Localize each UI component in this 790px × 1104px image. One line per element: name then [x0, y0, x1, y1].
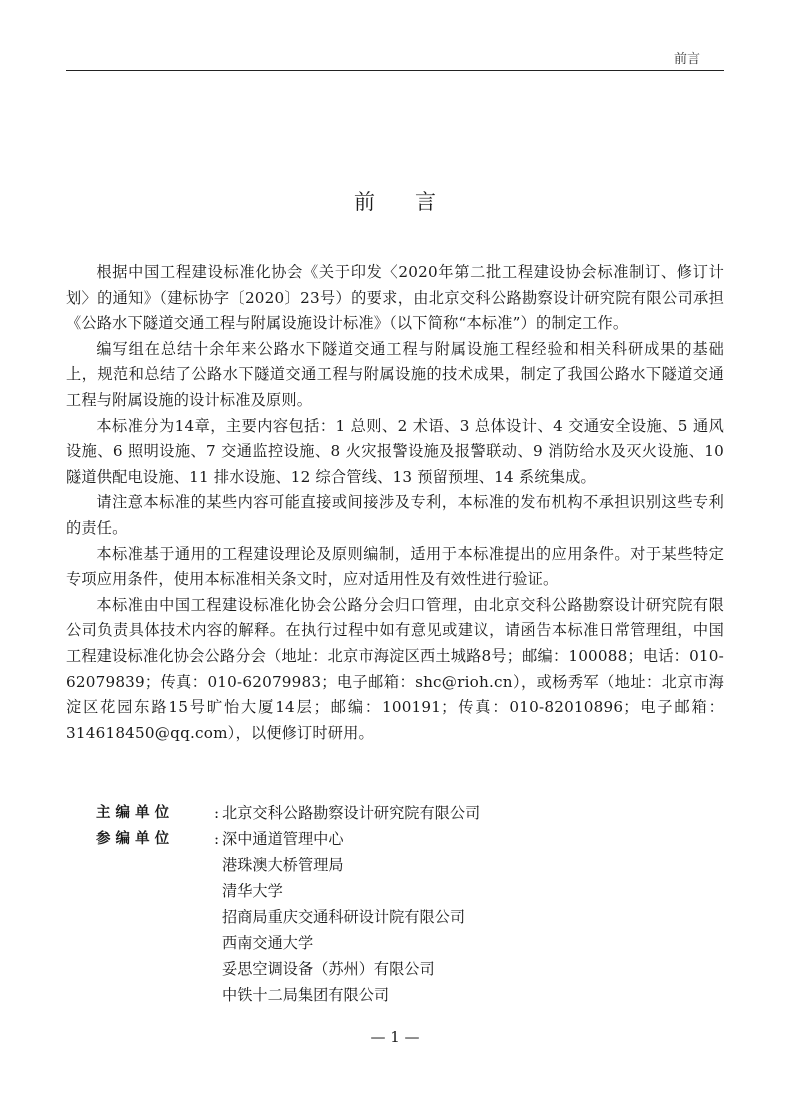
- drafting-units: [96, 800, 696, 1008]
- paragraph: 本标准基于通用的工程建设理论及原则编制，适用于本标准提出的应用条件。对于某些特定专项应用条件，使用本标准相关条文时，应对适用性及有效性进行验证。: [66, 544, 724, 589]
- chief-unit-name: 北京交科公路勘察设计研究院有限公司: [222, 804, 481, 822]
- participating-unit-name: 港珠澳大桥管理局: [222, 856, 344, 874]
- paragraph: 编写组在总结十余年来公路水下隧道交通工程与附属设施工程经验和相关科研成果的基础上，规范和总结了公路水下隧道交通工程与附属设施的技术成果，制定了我国公路水下隧道交通工程与附属设施的设计标准及原则。: [66, 339, 724, 409]
- participating-unit-name: 西南交通大学: [222, 934, 314, 952]
- page-title: 前言: [354, 190, 476, 214]
- page-number: — 1 —: [370, 1028, 420, 1046]
- paragraph: 本标准分为14章，主要内容包括：1 总则、2 术语、3 总体设计、4 交通安全设施、5 通风设施、6 照明设施、7 交通监控设施、8 火灾报警设施及报警联动、9 消防给水及灭火设施、10 隧道供配电设施、11 排水设施、12 综合管线、13 预留预埋、14 系统集成。: [66, 416, 724, 486]
- participating-unit-list: [222, 852, 696, 1008]
- paragraph: 根据中国工程建设标准化协会《关于印发〈2020年第二批工程建设协会标准制订、修订计划〉的通知》（建标协字〔2020〕23号）的要求，由北京交科公路勘察设计研究院有限公司承担《公路水下隧道交通工程与附属设施设计标准》（以下简称“本标准”）的制定工作。: [66, 263, 724, 333]
- running-header: 前言: [673, 52, 700, 67]
- participating-unit-name: 妥思空调设备（苏州）有限公司: [222, 960, 435, 978]
- paragraph: 本标准由中国工程建设标准化协会公路分会归口管理，由北京交科公路勘察设计研究院有限公司负责具体技术内容的解释。在执行过程中如有意见或建议，请函告本标准日常管理组，中国工程建设标准化协会公路分会（地址：北京市海淀区西土城路8号；邮编：100088；电话：010-62079839；传真：010-62079983；电子邮箱：shc@rioh.cn），或杨秀军（地址：北京市海淀区花园东路15号旷怡大厦14层；邮编：100191；传真：010-82010896；电子邮箱：314618450@qq.com），以便修订时研用。: [66, 595, 724, 742]
- chief-unit-row: [96, 800, 696, 826]
- chief-unit-label: 主 编 单 位: [96, 805, 170, 821]
- header-rule: [66, 70, 724, 71]
- participating-unit-name: 中铁十二局集团有限公司: [222, 986, 390, 1004]
- participating-unit-name: 深中通道管理中心: [222, 830, 344, 848]
- colon: :: [214, 804, 220, 822]
- preface-body: [66, 260, 724, 746]
- paragraph: 请注意本标准的某些内容可能直接或间接涉及专利，本标准的发布机构不承担识别这些专利的责任。: [66, 493, 724, 537]
- participating-unit-row: [96, 826, 696, 852]
- participating-unit-label: 参 编 单 位: [96, 831, 170, 847]
- participating-unit-name: 清华大学: [222, 882, 283, 900]
- participating-unit-name: 招商局重庆交通科研设计院有限公司: [222, 908, 465, 926]
- colon: :: [214, 830, 220, 848]
